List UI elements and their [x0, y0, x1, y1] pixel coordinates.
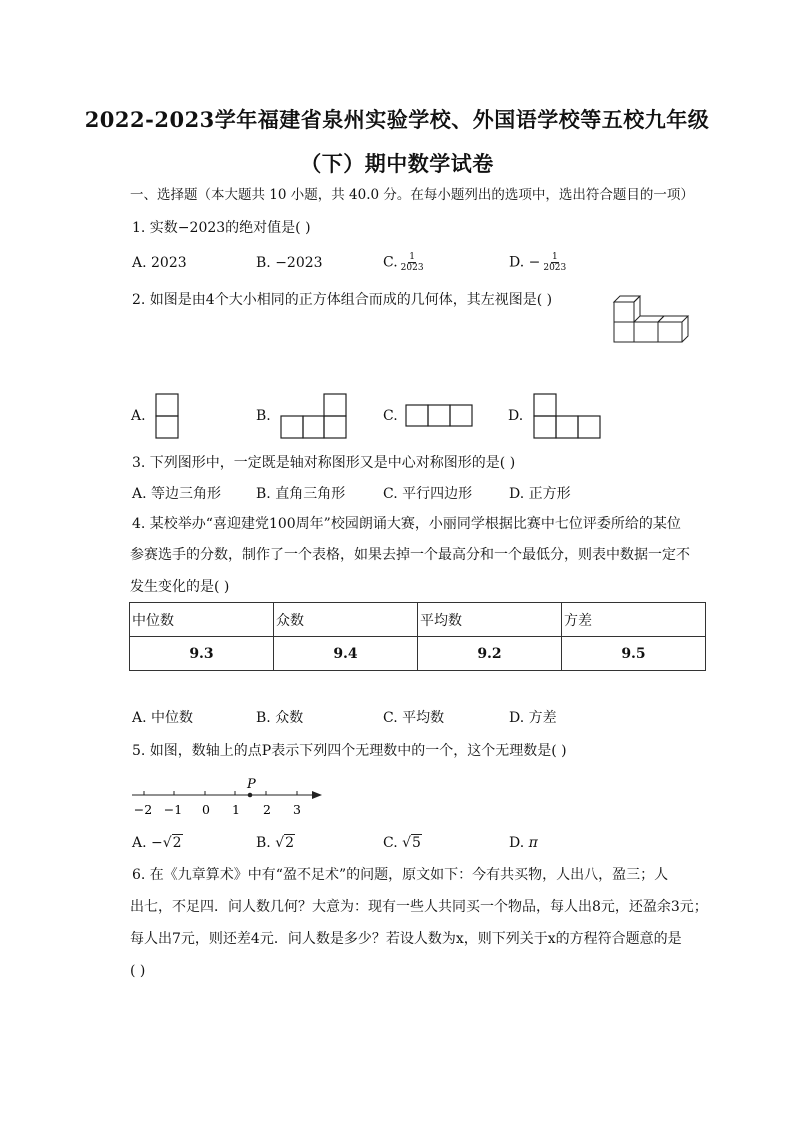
q3-option-a[interactable]: A. 等边三角形: [132, 486, 222, 502]
q2-solid-figure: [608, 294, 692, 350]
q5-tick-3: 3: [293, 802, 301, 817]
q4-header-variance: 方差: [562, 603, 706, 637]
q6-line3: 每人出7元，则还差4元．问人数是多少？若设人数为x，则下列关于x的方程符合题意的是: [130, 931, 682, 947]
q4-option-c[interactable]: C. 平均数: [383, 710, 445, 726]
q1-d-denominator: 2023: [543, 263, 567, 273]
q5-tick-1: 1: [232, 802, 240, 817]
q1-option-c-label: C.: [383, 254, 398, 271]
q4-data-table: [129, 602, 706, 671]
q4-stem-line2: 参赛选手的分数，制作了一个表格，如果去掉一个最高分和一个最低分，则表中数据一定不: [130, 547, 690, 563]
q1-option-a[interactable]: A. 2023: [132, 255, 187, 271]
q5-point-label: P: [247, 777, 256, 792]
q1-option-c-fraction: [401, 252, 424, 273]
q2-option-d-figure[interactable]: [533, 393, 603, 439]
q5-b-radicand: 2: [285, 835, 295, 851]
q5-option-d[interactable]: [509, 833, 538, 853]
q1-option-b[interactable]: B. −2023: [256, 255, 323, 271]
q5-a-radicand: 2: [172, 835, 182, 851]
q6-line2: 出七，不足四．问人数几何？大意为：现有一些人共同买一个物品，每人出8元，还盈余3元；: [130, 899, 708, 915]
q3-option-b[interactable]: B. 直角三角形: [256, 486, 346, 502]
q4-table-value-row: [130, 637, 706, 671]
q5-tick-0: 0: [202, 802, 210, 817]
q5-d-value: π: [528, 835, 538, 851]
q3-stem: 3. 下列图形中，一定既是轴对称图形又是中心对称图形的是( ): [132, 455, 516, 471]
q4-value-variance: 9.5: [562, 637, 706, 671]
q4-option-a[interactable]: A. 中位数: [132, 710, 194, 726]
q1-option-c[interactable]: [383, 252, 424, 273]
q2-option-a-figure[interactable]: [154, 393, 180, 439]
q3-option-c[interactable]: C. 平行四边形: [383, 486, 473, 502]
q4-table-header-row: [130, 603, 706, 637]
q1-stem: 1. 实数−2023的绝对值是( ): [132, 220, 311, 236]
q4-header-mean: 平均数: [418, 603, 562, 637]
q2-option-d[interactable]: D.: [508, 408, 524, 424]
exam-title-line1: 2022-2023学年福建省泉州实验学校、外国语学校等五校九年级: [84, 107, 710, 132]
q2-option-a[interactable]: A.: [131, 408, 146, 424]
q4-header-mode: 众数: [274, 603, 418, 637]
q1-option-d[interactable]: [509, 252, 566, 273]
q5-number-line: [130, 772, 330, 822]
q2-stem: 2. 如图是由4个大小相同的正方体组合而成的几何体，其左视图是( ): [132, 292, 553, 308]
q2-option-c-figure[interactable]: [405, 404, 475, 428]
q1-option-d-label: D. −: [509, 254, 541, 271]
q1-d-numerator: 1: [551, 252, 558, 262]
q2-option-b[interactable]: B.: [256, 408, 271, 424]
q1-c-numerator: 1: [409, 252, 415, 262]
q5-option-a[interactable]: [132, 833, 183, 853]
q6-line1: 6. 在《九章算术》中有“盈不足术”的问题，原文如下：今有共买物，人出八，盈三；人: [132, 867, 669, 883]
section-heading: 一、选择题（本大题共 10 小题，共 40.0 分。在每小题列出的选项中，选出符合题目的一项）: [130, 187, 694, 203]
exam-title-line2: （下）期中数学试卷: [300, 151, 494, 176]
q5-b-sqrt: √2: [275, 835, 295, 851]
q4-stem-line1: 4. 某校举办“喜迎建党100周年”校园朗诵大赛，小丽同学根据比赛中七位评委所给的某位: [132, 516, 681, 532]
q4-option-d[interactable]: D. 方差: [509, 710, 557, 726]
q4-value-mean: 9.2: [418, 637, 562, 671]
q5-tick-neg1: −1: [163, 802, 183, 817]
q4-header-median: 中位数: [130, 603, 274, 637]
q5-c-radicand: 5: [412, 835, 421, 851]
q5-option-c[interactable]: [383, 833, 422, 853]
q1-c-denominator: 2023: [400, 263, 424, 273]
q3-option-d[interactable]: D. 正方形: [509, 486, 571, 502]
q5-d-prefix: D.: [509, 835, 529, 851]
q5-b-prefix: B.: [256, 835, 276, 851]
q1-option-d-fraction: [543, 252, 566, 273]
q4-option-b[interactable]: B. 众数: [256, 710, 304, 726]
q5-c-sqrt: √5: [402, 835, 421, 851]
q4-stem-line3: 发生变化的是( ): [130, 579, 230, 595]
q5-tick-2: 2: [263, 802, 271, 817]
q5-a-sqrt: √2: [162, 835, 182, 851]
q5-tick-neg2: −2: [133, 802, 153, 817]
q4-value-median: 9.3: [130, 637, 274, 671]
q6-line4: ( ): [130, 963, 146, 979]
q5-point-p: [248, 793, 253, 798]
q2-option-b-figure[interactable]: [280, 393, 350, 439]
q2-option-c[interactable]: C.: [383, 408, 398, 424]
q5-a-prefix: A. −: [132, 835, 163, 851]
q4-value-mode: 9.4: [274, 637, 418, 671]
q5-option-b[interactable]: [256, 833, 295, 853]
q5-stem: 5. 如图，数轴上的点P表示下列四个无理数中的一个，这个无理数是( ): [132, 743, 567, 759]
q5-c-prefix: C.: [383, 835, 403, 851]
